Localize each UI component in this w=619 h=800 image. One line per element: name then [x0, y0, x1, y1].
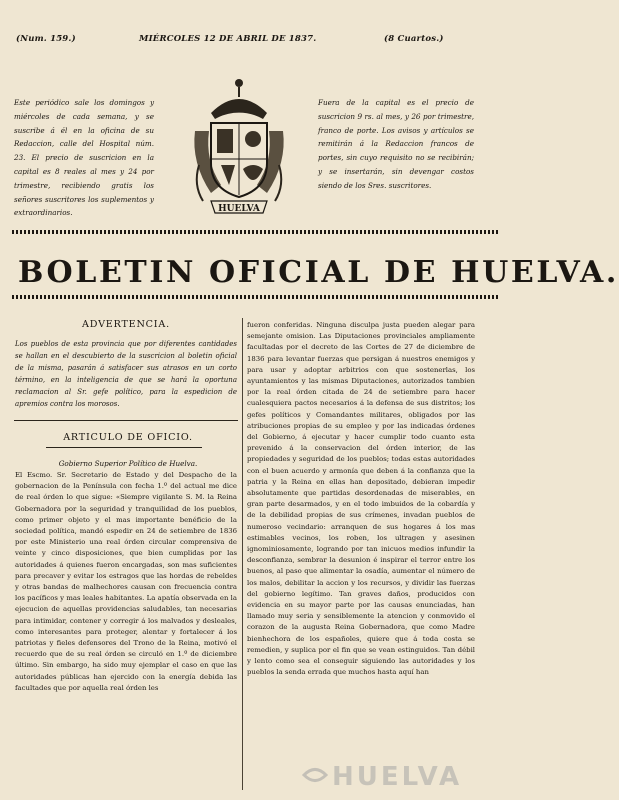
watermark-text: HUELVA	[332, 762, 463, 792]
ornamental-rule-top	[12, 229, 500, 235]
masthead-title: BOLETIN OFICIAL DE HUELVA.	[18, 255, 619, 290]
gobierno-line: Gobierno Superior Político de Huelva.	[58, 459, 198, 468]
oficio-heading: ARTICULO DE OFICIO.	[63, 432, 193, 443]
column-2-text: fueron conferidas. Ninguna disculpa justa pueden alegar para semejante omision. Las Diputaciones provinciales ampliamente facultadas por el decreto de las Cortes de 27 de diciembre de 1836 para levantar fuerzas que persigan á nuestros enemigos y para usar y adoptar arbitrios con que sostenerlas, los ayuntamientos y las mismas Diputaciones, autorizados tambien por la real órden citada de 24 de setiembre para hacer cualesquiera pactos necesarios á la defensa de sus distritos; los gefes políticos y Comandantes militares, obligados por las atribuciones propias de su empleo y por las indicadas órdenes del Gobierno, á ejecutar y hacer cumplir todo cuanto esta prevenido á la conservacion del órden interior, de las propiedades y seguridad de los pueblos; todas estas autoridades con el buen acuerdo y armonía que deben á la confianza que la patria y la Reina en ellas han depositado, debieran impedir absolutamente que partidas desordenadas de miserables, en gran parte desarmados, y en el todo imbuidos de la cobardía y de la debilidad propias de sus crímenes, invadan pueblos de numeroso vecindario: arranquen de sus hogares á los mas estimables vecinos, los roben, los ultragen y asesinen ignominiosamente, logrando por tan inicuos medios infundir la desconfianza, sembrar la desunion é inspirar el terror entre los buenos, al paso que alimentar la osadía, aumentar el número de los malos, debilitar la accion y los recursos, y dividir las fuerzas del gobierno legítimo. Tan graves daños, producidos con evidencia en su mayor parte por las causas enunciadas, han llamado muy seria y sensiblemente la atencion y conmovido el corazon de la augusta Reina Gobernadora, que como Madre bienhechora de los españoles, quiere que á toda costa se remedien, y suplica por el fin que se vean estinguidos. Tan débil y lento como sea el conseguir siguiendo las autoridades y los pueblos la senda errada que muchos hasta aquí han	[247, 321, 475, 677]
subscription-info-right: Fuera de la capital es el precio de suscricion 9 rs. al mes, y 26 por trimestre, franco de porte. Los avisos y artículos se remitirán á la Redaccion francos de portes, sin cuyo requisito no se recibirán; y se insertarán, sin devengar costos siendo de los Sres. suscritores.	[318, 98, 474, 190]
issue-date: MIÉRCOLES 12 DE ABRIL DE 1837.	[139, 34, 317, 44]
advertencia-body: Los pueblos de esta provincia que por diferentes cantidades se hallan en el descubierto de la suscricion al boletin oficial de la misma, pasarán á satisfacer sus atrasos en un corto término, en la inteligencia de que se hará la oportuna reclamacion al Sr. gefe político, para la espedicion de apremios contra los morosos.	[15, 340, 237, 408]
issue-number: (Num. 159.)	[16, 34, 76, 44]
coat-banner-text: HUELVA	[218, 204, 260, 214]
section-rule	[14, 420, 238, 421]
column-1-text: El Escmo. Sr. Secretario de Estado y del Despacho de la gobernacion de la Península con fecha 1.º del actual me dice de real órden lo que sigue: «Siempre vigilante S. M. la Reina Gobernadora por la seguridad y tranquilidad de los pueblos, como primer objeto y el mas importante benéficio de la sociedad política, mandó espedir en 24 de setiembre de 1836 por este Ministerio una real órden circular comprensiva de veinte y cinco disposiciones, que bien cumplidas por las autoridades á quienes fueron encargadas, son mas suficientes para precaver y evitar los estragos que las hordas de rebeldes y otras bandas de malhechores causan con frecuencia contra los pacíficos y mas leales habitantes. La apatía observada en la ejecucion de aquellas providencias saludables, tan necesarias para intimidar, contener y corregir á los malvados y desleales, como interesantes para proteger, alentar y fortalecer á los patriotas y fieles defensores del Trono de la Reina, motivó el recuerdo que de su real órden se circuló en 1.º de diciembre último. Sin embargo, ha sido muy ejemplar el caso en que las autoridades públicas han ejercido con la energía debida las facultades que por aquella real órden les	[15, 471, 237, 692]
section-rule-short	[46, 447, 202, 448]
ornamental-rule-bottom	[12, 294, 500, 300]
watermark-logo-icon	[302, 762, 328, 788]
column-divider	[242, 318, 243, 790]
issue-price: (8 Cuartos.)	[384, 34, 444, 44]
advertencia-heading: ADVERTENCIA.	[82, 319, 170, 330]
coat-of-arms-icon	[181, 73, 297, 220]
subscription-info-left: Este periódico sale los domingos y miércoles de cada semana, y se suscribe á él en la oficina de su Redaccion, calle del Hospital núm. 23. El precio de suscricion en la capital es 8 reales al mes y 24 por trimestre, recibiendo gratis los señores suscritores los suplementos y extraordinarios.	[14, 98, 154, 218]
